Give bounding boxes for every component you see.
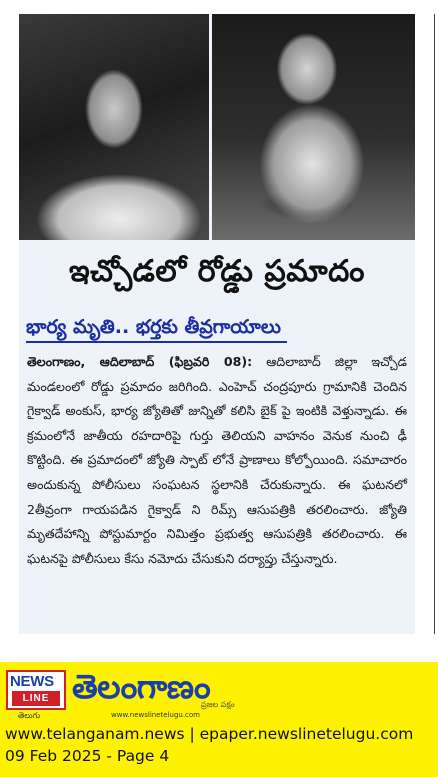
logo-news-text: NEWS <box>10 673 54 690</box>
article-text: ఆదిలాబాద్ జిల్లా ఇచ్చోడ మండలంలో రోడ్డు ప్రమాదం జరిగింది. ఎంహెచ్ చంద్రపూరు గ్రామానికి చెందిన గైక్వాడ్ అంకుస్, భార్య జ్యోతితో జున్నితో కలిసి బైక్ పై ఇంటికి వెళ్తున్నాడు. ఈ క్రమంలోనే జాతీయ రహదారిపై గుర్తు తెలియని వాహనం వెనుక నుంచి ఢీ కొట్టింది. ఈ ప్రమాదంలో జ్యోతి స్పాట్ లోనే ప్రాణాలు కోల్పోయింది. సమాచారం అందుకున్న పోలీసులు సంఘటన స్థలానికి చేరుకున్నారు. ఈ ఘటనలో 2తీవ్రంగా గాయపడిన గైక్వాడ్ ని రిమ్స్ ఆసుపత్రికి తరలించారు. జ్యోతి మృతదేహాన్ని పోస్టుమార్టం నిమిత్తం ప్రభుత్వ ఆసుపత్రికి తరలించారు. ఈ ఘటనపై పోలీసులు కేసు నమోదు చేసుకుని దర్యాప్తు చేస్తున్నారు. <box>27 354 407 566</box>
victim-photo <box>19 14 209 240</box>
footer-links[interactable]: www.telanganam.news | epaper.newslinetelugu.com <box>5 725 414 743</box>
masthead-website: www.newslinetelugu.com <box>111 711 200 719</box>
column-rule <box>434 14 435 634</box>
masthead-title: తెలంగాణం <box>72 667 211 706</box>
article-body <box>27 350 407 571</box>
footer-date-page: 09 Feb 2025 - Page 4 <box>5 747 170 765</box>
article-dateline: తెలంగాణం, ఆదిలాబాద్ (ఫిబ్రవరి 08): <box>27 354 253 369</box>
masthead-tagline: ప్రజల పక్షం <box>201 700 235 709</box>
article-headline: ఇచ్చోడలో రోడ్డు ప్రమాదం <box>69 254 365 289</box>
logo-caption: తెలుగు <box>18 711 41 720</box>
article-subheadline: భార్య మృతి.. భర్తకు తీవ్రగాయాలు <box>26 313 287 343</box>
logo-line-text: LINE <box>12 691 60 706</box>
injured-man-photo <box>212 14 415 240</box>
article-photos <box>19 14 415 240</box>
newsline-logo[interactable] <box>6 670 66 710</box>
